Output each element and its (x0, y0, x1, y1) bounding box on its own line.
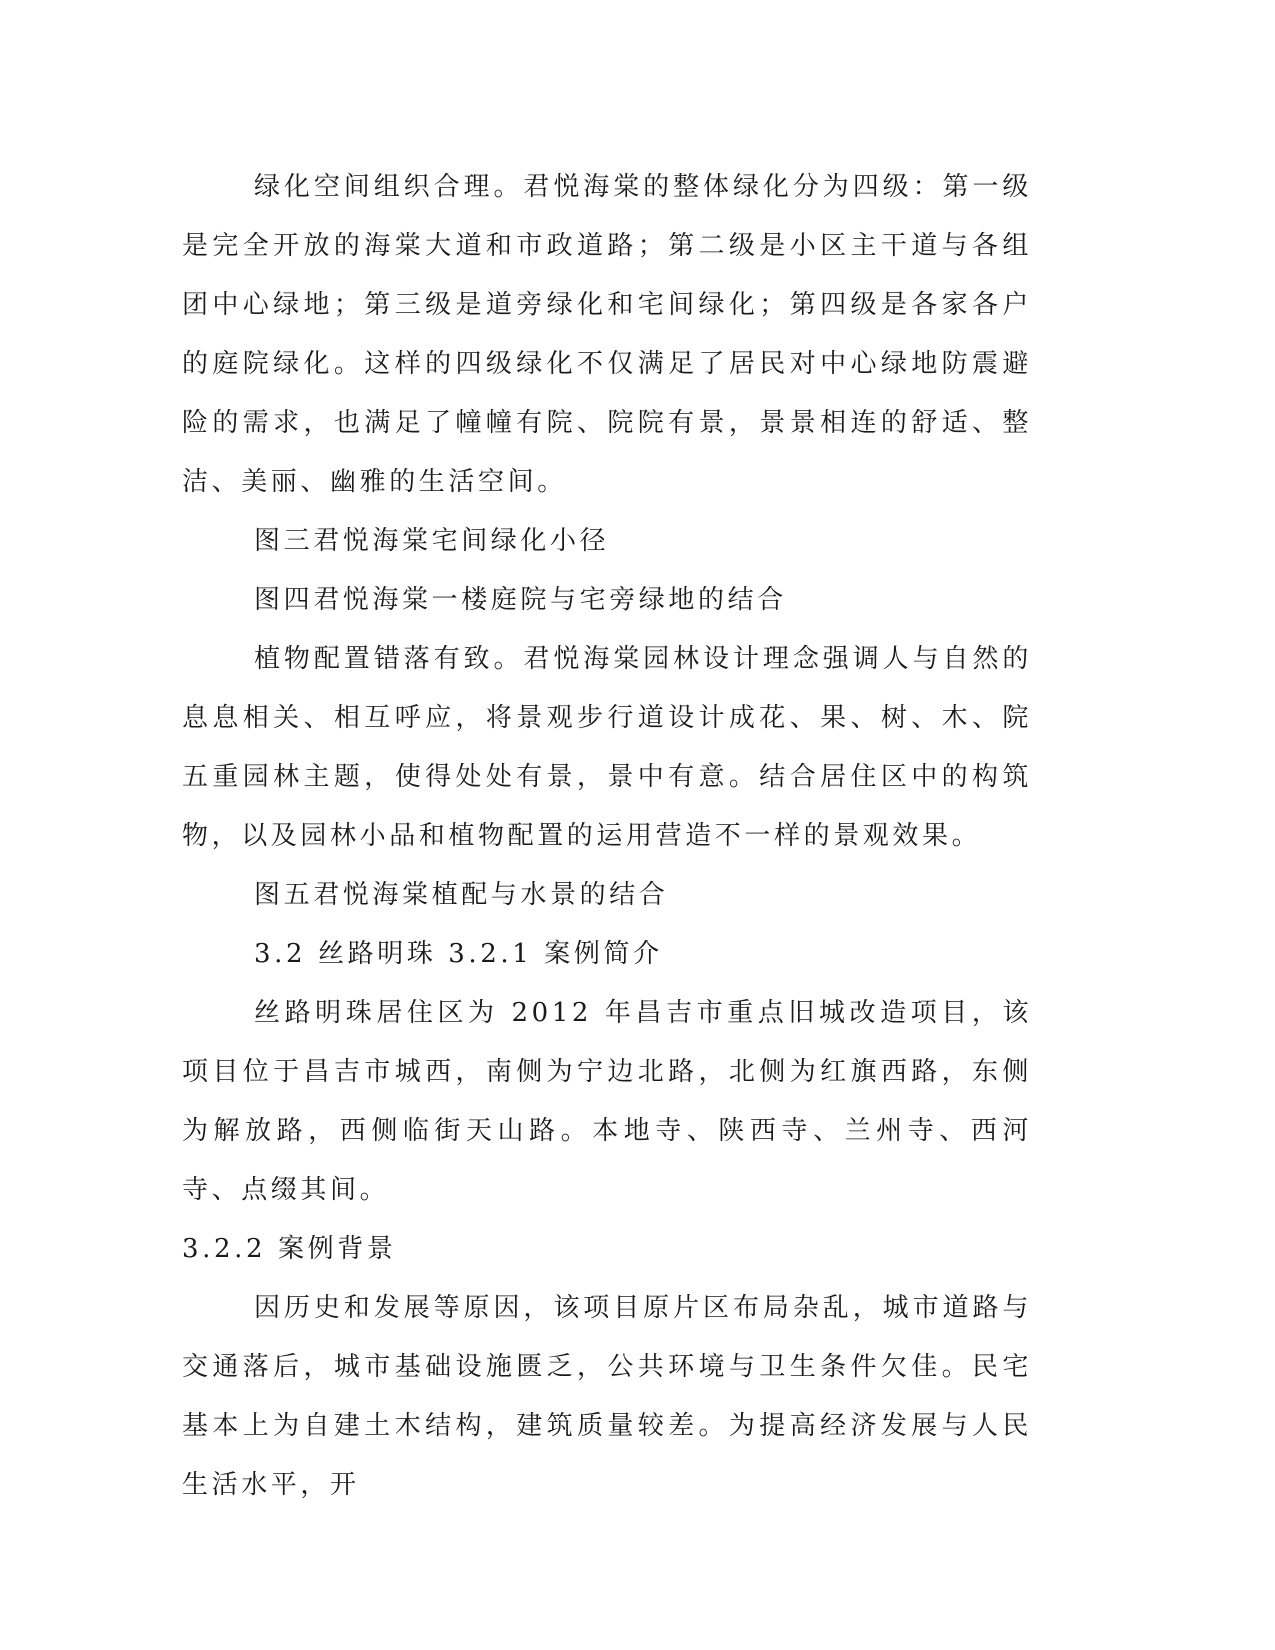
paragraph-greening-space: 绿化空间组织合理。君悦海棠的整体绿化分为四级：第一级是完全开放的海棠大道和市政道路；第二级是小区主干道与各组团中心绿地；第三级是道旁绿化和宅间绿化；第四级是各家各户的庭院绿化。这样的四级绿化不仅满足了居民对中心绿地防震避险的需求，也满足了幢幢有院、院院有景，景景相连的舒适、整洁、美丽、幽雅的生活空间。 (182, 172, 1032, 497)
section-heading-3-2-2: 3.2.2 案例背景 (182, 1234, 397, 1264)
paragraph-case-background: 因历史和发展等原因，该项目原片区布局杂乱，城市道路与交通落后，城市基础设施匮乏，公共环境与卫生条件欠佳。民宅基本上为自建土木结构，建筑质量较差。为提高经济发展与人民生活水平，开 (182, 1293, 1032, 1500)
section-heading-3-2: 3.2 丝路明珠 3.2.1 案例简介 (254, 939, 663, 969)
paragraph-plant-configuration: 植物配置错落有致。君悦海棠园林设计理念强调人与自然的息息相关、相互呼应，将景观步行道设计成花、果、树、木、院五重园林主题，使得处处有景，景中有意。结合居住区中的构筑物，以及园林小品和植物配置的运用营造不一样的景观效果。 (182, 644, 1032, 851)
figure-caption-5: 图五君悦海棠植配与水景的结合 (254, 880, 669, 910)
figure-caption-4: 图四君悦海棠一楼庭院与宅旁绿地的结合 (254, 585, 787, 615)
paragraph-case-introduction: 丝路明珠居住区为 2012 年昌吉市重点旧城改造项目，该项目位于昌吉市城西，南侧为宁边北路，北侧为红旗西路，东侧为解放路，西侧临街天山路。本地寺、陕西寺、兰州寺、西河寺、点缀其间。 (182, 998, 1032, 1205)
figure-caption-3: 图三君悦海棠宅间绿化小径 (254, 526, 610, 556)
body-text (182, 158, 1032, 1515)
